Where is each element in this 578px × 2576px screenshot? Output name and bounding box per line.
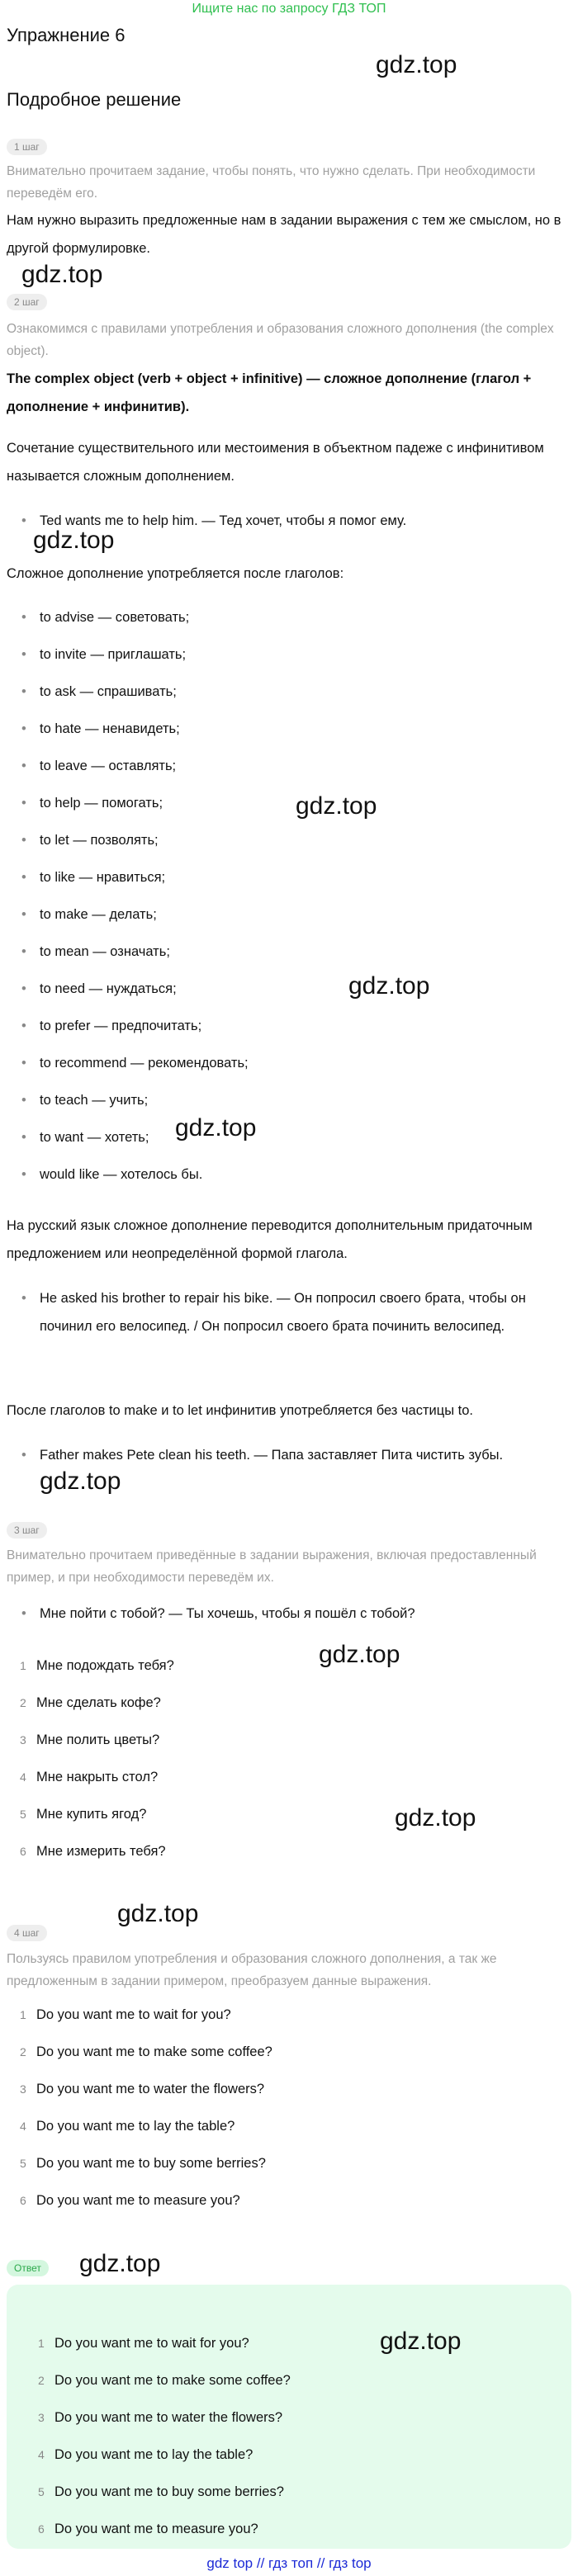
item-text: Do you want me to wait for you? xyxy=(54,2336,249,2351)
watermark: gdz.top xyxy=(175,1114,257,1141)
item-number: 3 xyxy=(38,2411,45,2424)
item-number: 5 xyxy=(20,2157,26,2170)
example-item: • Father makes Pete clean his teeth. — Папа заставляет Пита чистить зубы. xyxy=(40,1441,568,1469)
answer-item xyxy=(38,2478,566,2506)
item-text: Do you want me to measure you? xyxy=(36,2193,240,2208)
page-title: Упражнение 6 xyxy=(7,25,126,45)
numbered-item xyxy=(20,1689,548,1717)
watermark: gdz.top xyxy=(319,1641,400,1668)
verb-item: • to ask — спрашивать; xyxy=(40,678,568,706)
item-number: 6 xyxy=(20,2194,26,2207)
item-text: Do you want me to water the flowers? xyxy=(36,2082,265,2096)
step-text: Нам нужно выразить предложенные нам в задании выражения с тем же смыслом, но в другой формулировке. xyxy=(7,213,561,256)
item-text: Мне купить ягод? xyxy=(36,1807,147,1822)
answer-item xyxy=(38,2441,566,2469)
verb-item: • to let — позволять; xyxy=(40,826,568,854)
top-banner[interactable]: Ищите нас по запросу ГДЗ ТОП xyxy=(192,2,386,16)
example-item: • Мне пойти с тобой? — Ты хочешь, чтобы я пошёл с тобой? xyxy=(40,1600,568,1628)
verb-item: • to invite — приглашать; xyxy=(40,640,568,669)
watermark: gdz.top xyxy=(40,1468,121,1495)
numbered-item xyxy=(20,1652,548,1680)
item-number: 4 xyxy=(38,2448,45,2461)
verb-item: • to help — помогать; xyxy=(40,789,568,817)
step-hint: Внимательно прочитаем приведённые в задании выражения, включая предоставленный пример, и при необходимости переведём их. xyxy=(7,1548,537,1585)
verb-item: • to mean — означать; xyxy=(40,938,568,966)
rule-text: The complex object (verb + object + infinitive) — сложное дополнение (глагол + дополнение + инфинитив). xyxy=(7,371,532,414)
item-number: 4 xyxy=(20,1770,26,1784)
item-number: 6 xyxy=(38,2522,45,2536)
verb-item: • to leave — оставлять; xyxy=(40,752,568,780)
numbered-item xyxy=(20,1763,548,1791)
item-number: 1 xyxy=(20,2008,26,2021)
numbered-item xyxy=(20,2001,548,2029)
item-text: Do you want me to make some coffee? xyxy=(54,2373,291,2388)
footer-links xyxy=(0,2555,578,2572)
example-item: • He asked his brother to repair his bike. — Он попросил своего брата, чтобы он починил его велосипед. / Он попросил своего брата починить велосипед. xyxy=(40,1284,568,1340)
watermark: gdz.top xyxy=(33,527,115,554)
verb-item: • to advise — советовать; xyxy=(40,603,568,631)
step-badge: 1 шаг xyxy=(7,139,47,155)
item-text: Do you want me to buy some berries? xyxy=(36,2156,266,2171)
verb-item: • would like — хотелось бы. xyxy=(40,1160,568,1189)
step-hint: Ознакомимся с правилами употребления и образования сложного дополнения (the complex object). xyxy=(7,322,554,358)
step-hint: Внимательно прочитаем задание, чтобы понять, что нужно сделать. При необходимости переведём его. xyxy=(7,164,536,201)
item-number: 5 xyxy=(38,2485,45,2498)
watermark: gdz.top xyxy=(21,261,103,288)
watermark: gdz.top xyxy=(376,51,457,78)
item-text: Do you want me to make some coffee? xyxy=(36,2044,272,2059)
item-number: 2 xyxy=(20,2045,26,2058)
verb-item: • to want — хотеть; xyxy=(40,1123,568,1151)
item-number: 4 xyxy=(20,2120,26,2133)
footer-separator: // xyxy=(256,2555,265,2571)
item-text: Мне измерить тебя? xyxy=(36,1844,166,1859)
step-hint: Пользуясь правилом употребления и образования сложного дополнения, а так же предложенным в задании примером, преобразуем данные выражения. xyxy=(7,1952,497,1988)
answer-item xyxy=(38,2329,566,2357)
watermark: gdz.top xyxy=(79,2250,161,2277)
verb-item: • to teach — учить; xyxy=(40,1086,568,1114)
item-number: 2 xyxy=(20,1696,26,1709)
verb-item: • to like — нравиться; xyxy=(40,863,568,891)
numbered-item xyxy=(20,2149,548,2177)
definition-text: Сочетание существительного или местоимения в объектном падеже с инфинитивом называется сложным дополнением. xyxy=(7,441,544,484)
item-text: Do you want me to lay the table? xyxy=(54,2447,253,2462)
watermark: gdz.top xyxy=(395,1804,476,1832)
watermark: gdz.top xyxy=(117,1900,199,1927)
step-badge: 3 шаг xyxy=(7,1522,47,1539)
item-number: 1 xyxy=(38,2337,45,2350)
watermark: gdz.top xyxy=(380,2328,462,2355)
item-text: Do you want me to water the flowers? xyxy=(54,2410,283,2425)
answer-badge: Ответ xyxy=(7,2260,49,2276)
translation-note: На русский язык сложное дополнение переводится дополнительным придаточным предложением или неопределённой формой глагола. xyxy=(7,1218,533,1261)
item-number: 1 xyxy=(20,1659,26,1672)
item-text: Мне накрыть стол? xyxy=(36,1770,159,1784)
footer-link[interactable]: gdz top xyxy=(206,2555,253,2571)
item-text: Do you want me to buy some berries? xyxy=(54,2484,284,2499)
item-text: Do you want me to measure you? xyxy=(54,2522,258,2536)
answer-item xyxy=(38,2515,566,2543)
verb-item: • to prefer — предпочитать; xyxy=(40,1012,568,1040)
step-badge: 4 шаг xyxy=(7,1925,47,1941)
item-text: Мне полить цветы? xyxy=(36,1732,160,1747)
numbered-item xyxy=(20,2075,548,2103)
item-text: Do you want me to lay the table? xyxy=(36,2119,235,2134)
numbered-item xyxy=(20,2038,548,2066)
watermark: gdz.top xyxy=(348,972,430,1000)
verb-item: • to need — нуждаться; xyxy=(40,975,568,1003)
footer-link[interactable]: гдз top xyxy=(329,2555,372,2571)
item-text: Мне сделать кофе? xyxy=(36,1695,161,1710)
numbered-item xyxy=(20,1726,548,1754)
numbered-item xyxy=(20,1800,548,1828)
numbered-item xyxy=(20,1837,548,1865)
item-text: Мне подождать тебя? xyxy=(36,1658,174,1673)
watermark: gdz.top xyxy=(296,792,377,820)
numbered-item xyxy=(20,2112,548,2140)
footer-separator: // xyxy=(316,2555,325,2571)
example-item: • Ted wants me to help him. — Тед хочет, чтобы я помог ему. xyxy=(40,507,568,535)
item-text: Do you want me to wait for you? xyxy=(36,2007,231,2022)
verbs-intro: Сложное дополнение употребляется после глаголов: xyxy=(7,566,344,581)
step-badge: 2 шаг xyxy=(7,294,47,310)
numbered-item xyxy=(20,2186,548,2214)
make-let-note: После глаголов to make и to let инфинитив употребляется без частицы to. xyxy=(7,1403,473,1418)
answer-box xyxy=(7,2285,571,2549)
footer-link[interactable]: гдз топ xyxy=(268,2555,314,2571)
item-number: 3 xyxy=(20,1733,26,1746)
answer-item xyxy=(38,2366,566,2394)
item-number: 2 xyxy=(38,2374,45,2387)
verb-item: • to recommend — рекомендовать; xyxy=(40,1049,568,1077)
verb-item: • to make — делать; xyxy=(40,900,568,929)
verb-item: • to hate — ненавидеть; xyxy=(40,715,568,743)
solution-subtitle: Подробное решение xyxy=(7,89,182,110)
item-number: 5 xyxy=(20,1808,26,1821)
item-number: 6 xyxy=(20,1845,26,1858)
answer-item xyxy=(38,2403,566,2432)
item-number: 3 xyxy=(20,2082,26,2096)
